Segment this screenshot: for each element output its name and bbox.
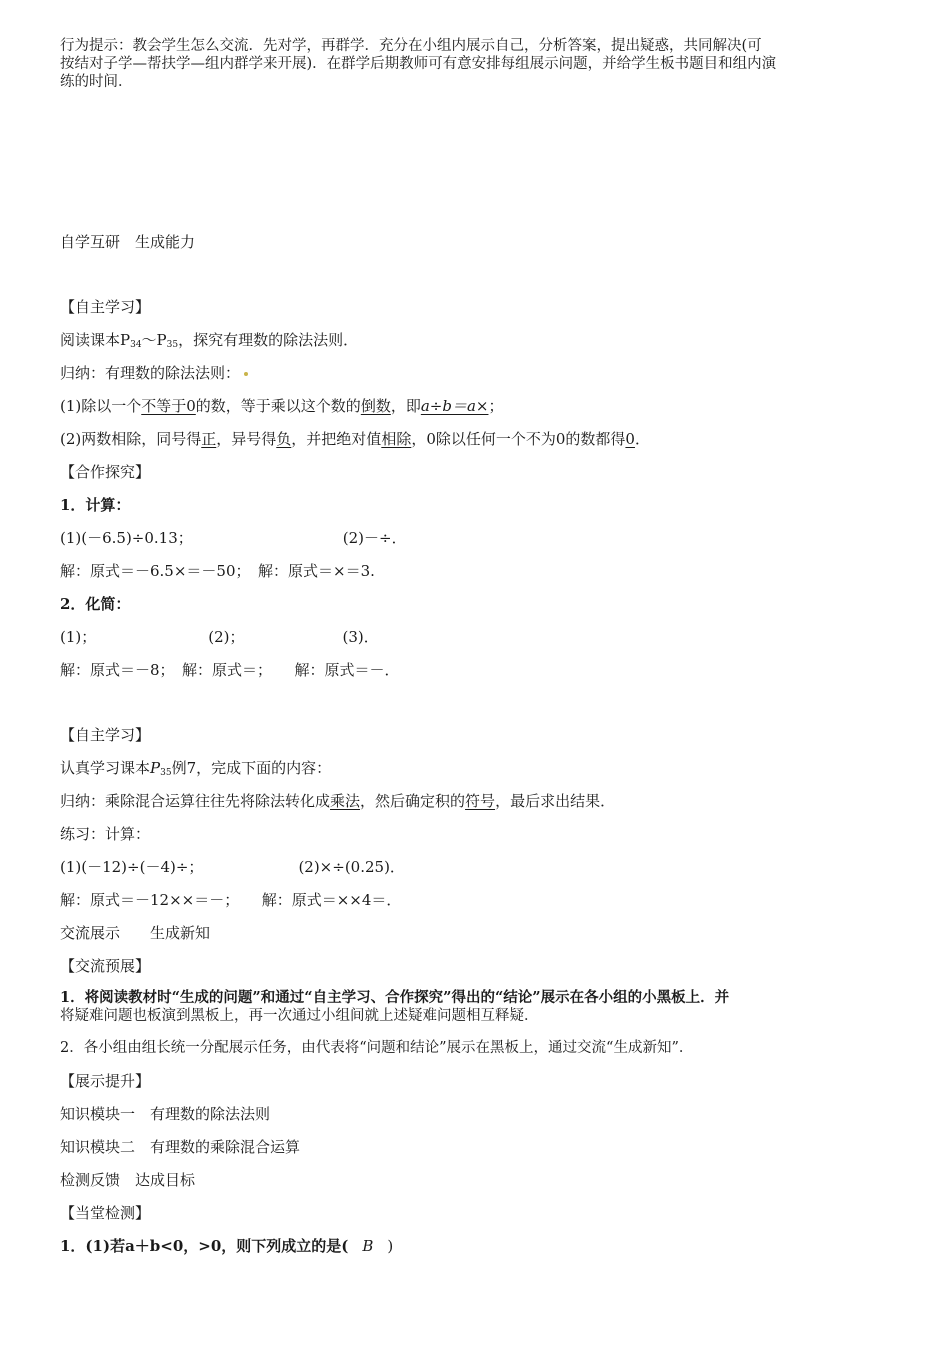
intro-line-1: 行为提示：教会学生怎么交流．先对学，再群学．充分在小组内展示自己，分析答案，提出疑惑，共同解决(可 <box>60 38 762 54</box>
rule-answer: 正 <box>201 430 217 448</box>
question-2-title: 2．化简： <box>60 595 131 613</box>
page-sub: 35 <box>166 340 179 350</box>
rule-text: ． <box>634 430 650 448</box>
practice-title: 练习：计算： <box>60 825 151 843</box>
reading-text: ～P <box>141 331 167 349</box>
summary-text: 归纳：乘除混合运算往往先将除法转化成 <box>60 792 331 810</box>
test-question-1 <box>60 1236 393 1256</box>
reading-instruction-1 <box>60 330 358 355</box>
question-2-answer: 解：原式＝－8； 解：原式＝； 解：原式＝－． <box>60 661 400 679</box>
rule-text: (1)除以一个 <box>60 397 142 415</box>
section-title-feedback: 检测反馈 达成目标 <box>60 1171 196 1189</box>
section-title-self-study: 自学互研 生成能力 <box>60 233 196 251</box>
rule-text: ，0除以任何一个不为0的数都得 <box>411 430 626 448</box>
practice-answer: 解：原式＝－12××＝－； 解：原式＝××4＝． <box>60 891 402 909</box>
rule-answer: 0 <box>625 430 635 448</box>
reading-text: 阅读课本P <box>60 331 131 349</box>
practice-part-2: (2)×÷(0.25)． <box>298 858 405 876</box>
test-answer: B <box>362 1237 374 1255</box>
header-preview: 【交流预展】 <box>60 957 151 975</box>
knowledge-module-2: 知识模块二 有理数的乘除混合运算 <box>60 1138 301 1156</box>
rule-text: ； <box>488 397 504 415</box>
question-1-part-2: (2)－÷． <box>342 529 407 547</box>
practice-part-1: (1)(－12)÷(－4)÷； <box>60 858 204 876</box>
summary-text: 归纳：有理数的除法法则： <box>60 364 241 382</box>
page-letter: P <box>150 759 161 777</box>
reading-text: 例7，完成下面的内容： <box>171 759 332 777</box>
preview-item-1-line-2: 将疑难问题也板演到黑板上，再一次通过小组间就上述疑难问题相互释疑． <box>60 1008 539 1024</box>
header-self-study-2: 【自主学习】 <box>60 726 151 744</box>
summary-line-2 <box>60 791 615 811</box>
header-cooperative: 【合作探究】 <box>60 463 151 481</box>
page-sub: 34 <box>130 340 142 350</box>
rule-text: 的数，等于乘以这个数的 <box>195 397 361 415</box>
rule-text: ，并把绝对值 <box>291 430 382 448</box>
summary-text: ，然后确定积的 <box>360 792 466 810</box>
question-2-part-3: (3)． <box>342 628 379 646</box>
practice-items <box>60 857 405 877</box>
question-1-part-1: (1)(－6.5)÷0.13； <box>60 529 193 547</box>
rule-answer: 不等于0 <box>141 397 196 415</box>
question-1-title: 1．计算： <box>60 496 131 514</box>
header-self-study-1: 【自主学习】 <box>60 298 151 316</box>
intro-line-2: 按结对子学—帮扶学—组内群学来开展)．在群学后期教师可有意安排每组展示问题，并给学生板书题目和组内演 <box>60 56 777 72</box>
intro-line-3: 练的时间． <box>60 74 133 90</box>
question-1-answer: 解：原式＝－6.5×＝－50； 解：原式＝×＝3. <box>60 562 375 580</box>
section-title-exchange: 交流展示 生成新知 <box>60 924 211 942</box>
rule-answer: 倒数 <box>360 397 391 415</box>
question-2-part-2: (2)； <box>208 628 245 646</box>
question-2-part-1: (1)； <box>60 628 97 646</box>
rule-line-1 <box>60 396 503 416</box>
test-question-text: 1．(1)若a＋b<0，>0，则下列成立的是( <box>60 1237 349 1255</box>
rule-answer: 负 <box>276 430 292 448</box>
preview-text: 1．将阅读教材时“生成的问题”和通过“自主学习、合作探究”得出的“结论”展示在各小组的小黑板上．并 <box>60 989 730 1006</box>
reading-text: 认真学习课本 <box>60 759 151 777</box>
preview-item-1-line-1 <box>60 988 729 1008</box>
test-question-text: ) <box>387 1237 394 1255</box>
preview-item-2: 2．各小组由组长统一分配展示任务，由代表将“问题和结论”展示在黑板上，通过交流“生成新知”． <box>60 1040 694 1056</box>
marker-dot <box>244 372 248 376</box>
question-1-items <box>60 528 407 548</box>
summary-line-1 <box>60 363 248 383</box>
rule-text: ，异号得 <box>216 430 277 448</box>
rule-text: ，即 <box>390 397 421 415</box>
question-2-items <box>60 627 379 647</box>
knowledge-module-1: 知识模块一 有理数的除法法则 <box>60 1105 271 1123</box>
rule-line-2 <box>60 429 650 449</box>
rule-text: (2)两数相除，同号得 <box>60 430 202 448</box>
rule-answer: a÷b＝a× <box>420 397 489 415</box>
page-sub: 35 <box>160 768 172 778</box>
rule-answer: 相除 <box>381 430 412 448</box>
summary-answer: 符号 <box>465 792 496 810</box>
header-promote: 【展示提升】 <box>60 1072 151 1090</box>
reading-text: ，探究有理数的除法法则． <box>178 331 359 349</box>
header-test: 【当堂检测】 <box>60 1204 151 1222</box>
reading-instruction-2 <box>60 758 331 783</box>
summary-text: ，最后求出结果． <box>495 792 616 810</box>
summary-answer: 乘法 <box>330 792 361 810</box>
